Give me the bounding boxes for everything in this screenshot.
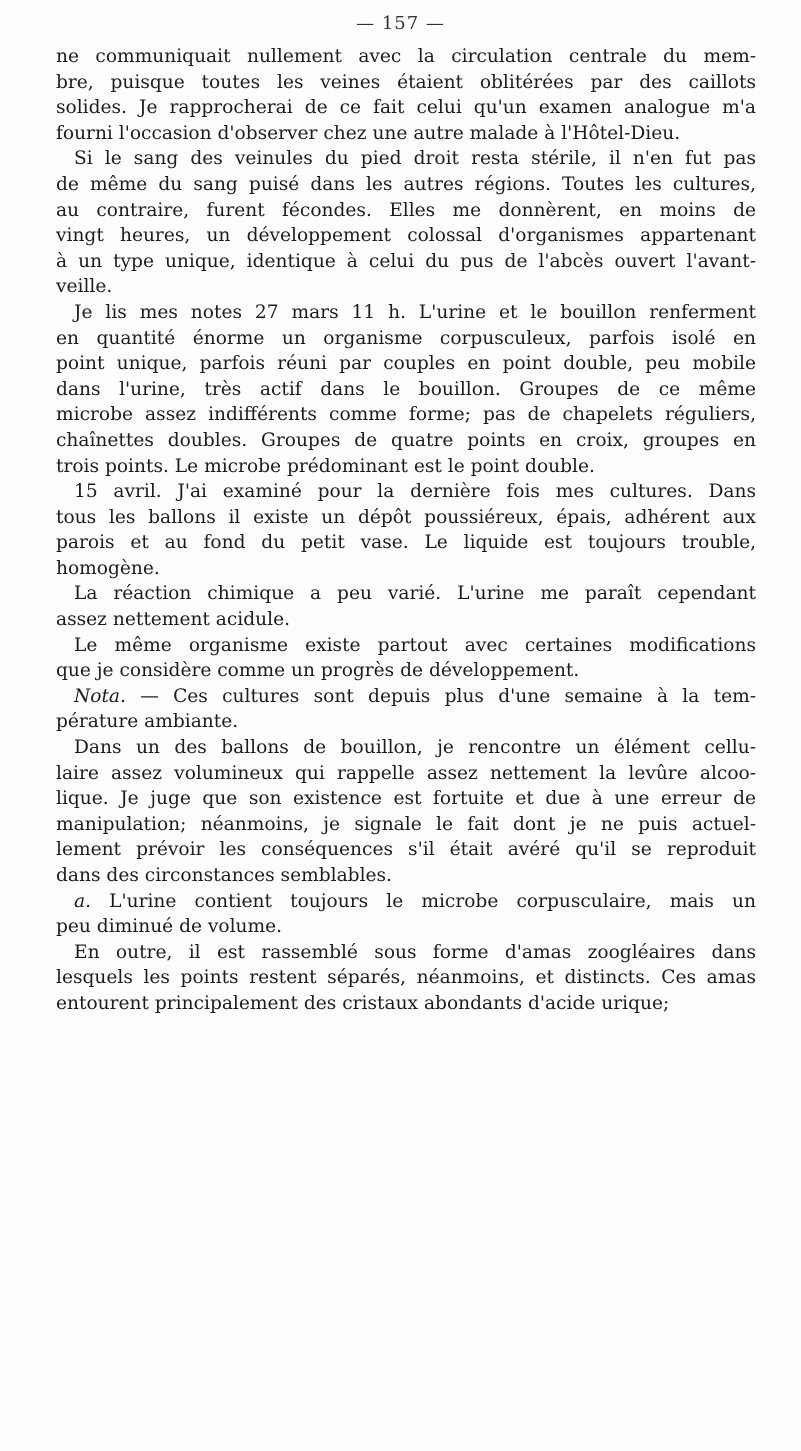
text-line: entourent principalement des cristaux abondants d'acide urique;	[56, 992, 670, 1014]
text-line: dans l'urine, très actif dans le bouillon. Groupes de ce même	[56, 378, 756, 400]
paragraph	[56, 633, 756, 684]
text-line: fourni l'occasion d'observer chez une autre malade à l'Hôtel-Dieu.	[56, 122, 681, 144]
text-line: solides. Je rapprocherai de ce fait celui qu'un examen analogue m'a	[56, 97, 756, 119]
paragraph	[56, 581, 756, 632]
text-line: trois points. Le microbe prédominant est le point double.	[56, 455, 595, 477]
paragraph	[56, 146, 756, 300]
italic-lead: Nota.	[74, 685, 126, 707]
paragraph	[56, 684, 756, 735]
text-line: laire assez volumineux qui rappelle assez nettement la levûre alcoo-	[56, 762, 756, 784]
text-line: lique. Je juge que son existence est fortuite et due à une erreur de	[56, 788, 756, 810]
text-line: microbe assez indifférents comme forme; pas de chapelets réguliers,	[56, 404, 756, 426]
text-line: Je lis mes notes 27 mars 11 h. L'urine et le bouillon renferment	[74, 301, 756, 323]
text-line: ne communiquait nullement avec la circulation centrale du mem-	[56, 46, 756, 67]
paragraph	[56, 479, 756, 581]
text-line: En outre, il est rassemblé sous forme d'amas zoogléaires dans	[74, 941, 756, 963]
text-line: peu diminué de volume.	[56, 916, 283, 938]
text-line: à un type unique, identique à celui du pus de l'abcès ouvert l'avant-	[56, 250, 756, 272]
text-line: lesquels les points restent séparés, néanmoins, et distincts. Ces amas	[56, 967, 756, 989]
text-line: lement prévoir les conséquences s'il était avéré qu'il se reproduit	[56, 839, 756, 861]
text-line: bre, puisque toutes les veines étaient oblitérées par des caillots	[56, 71, 756, 93]
text-line: veille.	[56, 276, 113, 298]
paragraph	[56, 940, 756, 1017]
text-line	[56, 684, 756, 710]
text-line: dans des circonstances semblables.	[56, 865, 392, 886]
body-text	[56, 44, 756, 1017]
text-line: pérature ambiante.	[56, 711, 239, 733]
text-line: chaînettes doubles. Groupes de quatre points en croix, groupes en	[56, 429, 756, 451]
text-line: de même du sang puisé dans les autres régions. Toutes les cultures,	[56, 173, 756, 195]
text-line: parois et au fond du petit vase. Le liquide est toujours trouble,	[56, 532, 756, 554]
text-line: tous les ballons il existe un dépôt poussiéreux, épais, adhérent aux	[56, 506, 756, 528]
paragraph	[56, 889, 756, 940]
page-number: — 157 —	[356, 13, 445, 34]
text-line: homogène.	[56, 557, 160, 579]
text-line: Dans un des ballons de bouillon, je rencontre un élément cellu-	[74, 737, 756, 759]
text-line: au contraire, furent fécondes. Elles me donnèrent, en moins de	[56, 199, 756, 221]
text-line: 15 avril. J'ai examiné pour la dernière fois mes cultures. Dans	[74, 481, 756, 503]
text-line: vingt heures, un développement colossal d'organismes appartenant	[56, 225, 756, 247]
paragraph	[56, 735, 756, 889]
text-line: manipulation; néanmoins, je signale le fait dont je ne puis actuel-	[56, 813, 756, 835]
paragraph	[56, 300, 756, 479]
text-line: point unique, parfois réuni par couples en point double, peu mobile	[56, 353, 756, 375]
text-line	[56, 889, 756, 915]
text-line: Le même organisme existe partout avec certaines modifications	[74, 634, 756, 656]
line-text: — Ces cultures sont depuis plus d'une semaine à la tem-	[125, 685, 756, 707]
text-line: en quantité énorme un organisme corpusculeux, parfois isolé en	[56, 327, 756, 349]
text-line: La réaction chimique a peu varié. L'urine me paraît cependant	[74, 583, 756, 605]
italic-lead: a.	[74, 890, 91, 912]
paragraph	[56, 44, 756, 146]
text-line: que je considère comme un progrès de développement.	[56, 660, 580, 682]
text-line: assez nettement acidule.	[56, 609, 290, 631]
text-line: Si le sang des veinules du pied droit resta stérile, il n'en fut pas	[74, 148, 756, 170]
line-text: L'urine contient toujours le microbe corpusculaire, mais un	[91, 890, 756, 912]
